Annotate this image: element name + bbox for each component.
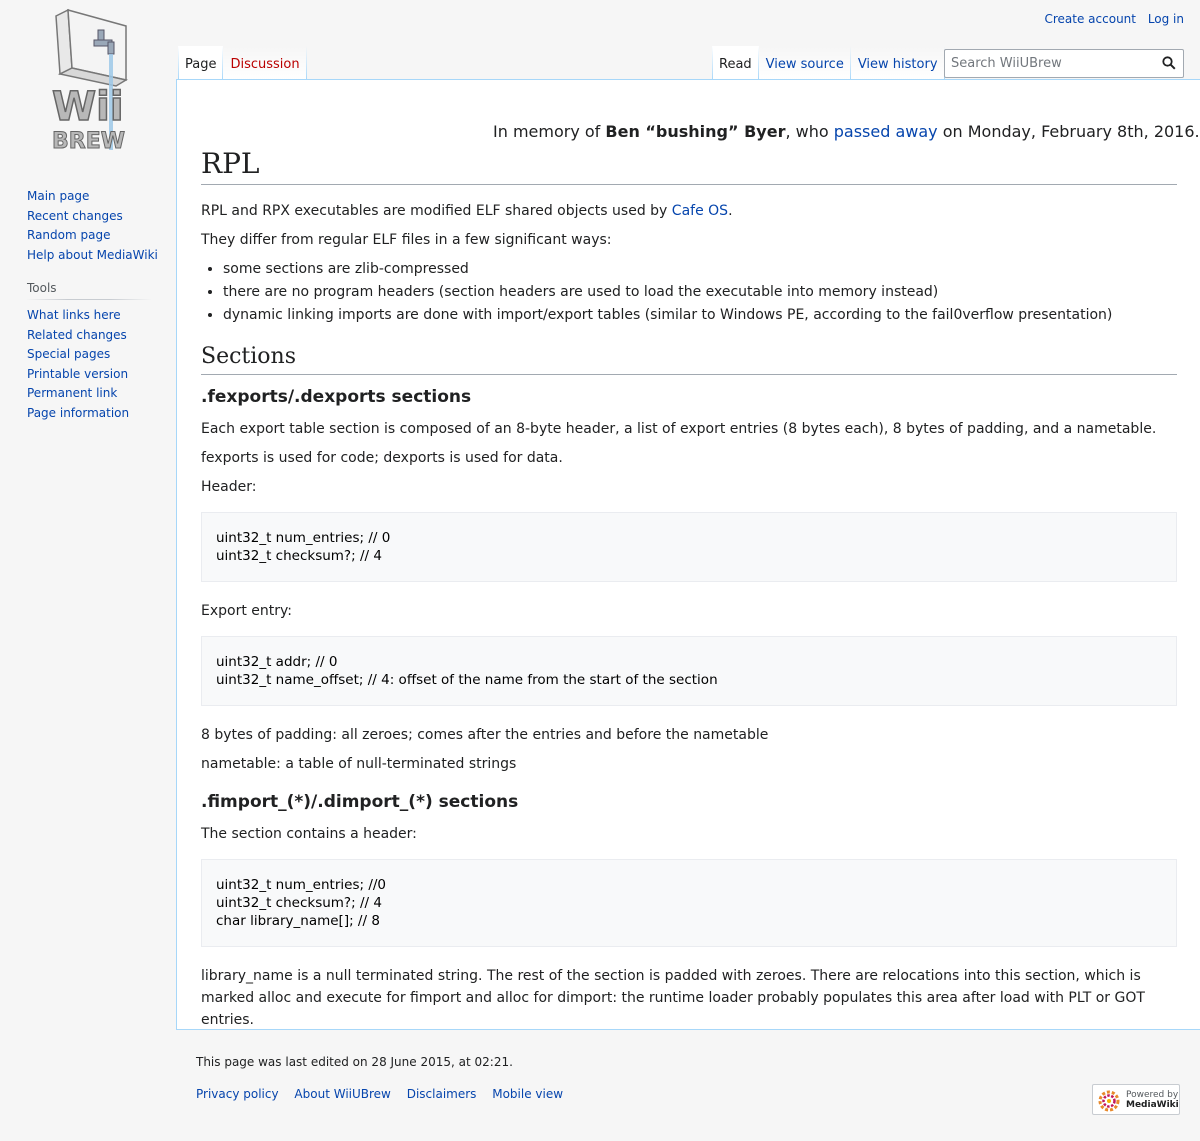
search-icon[interactable] (1162, 56, 1176, 74)
site-logo[interactable] (42, 8, 134, 156)
mobile-view-link[interactable]: Mobile view (492, 1087, 564, 1101)
tab-view-source-label: View source (765, 57, 844, 72)
search-placeholder: Search WiiUBrew (951, 56, 1062, 71)
tools-heading: Tools (27, 281, 151, 300)
powered-by-mediawiki-badge[interactable] (1092, 1084, 1180, 1115)
sidebar-navigation (27, 187, 158, 265)
export-entry-label: Export entry: (201, 603, 292, 619)
view-tabs (712, 46, 945, 80)
mediawiki-text: MediaWiki (1126, 1100, 1179, 1110)
sidebar (27, 187, 158, 423)
privacy-policy-link[interactable]: Privacy policy (196, 1087, 279, 1101)
intro-paragraph (201, 200, 1177, 222)
notice-name: Ben “bushing” Byer (605, 122, 786, 141)
header-code-block: uint32_t num_entries; // 0 uint32_t checksum?; // 4 (201, 512, 1177, 582)
sections-heading: Sections (201, 342, 1177, 375)
svg-text:BREW: BREW (52, 129, 126, 154)
article-body (201, 200, 1177, 1038)
sidebar-item-help[interactable]: Help about MediaWiki (27, 247, 158, 262)
tab-page-label: Page (185, 57, 217, 72)
page-title: RPL (201, 146, 1177, 185)
main-content (176, 79, 1200, 1030)
imports-heading: .fimport_(*)/.dimport_(*) sections (201, 792, 519, 812)
sidebar-item-page-information[interactable]: Page information (27, 405, 130, 420)
intro-suffix: . (728, 203, 733, 219)
sidebar-item-permanent-link[interactable]: Permanent link (27, 386, 118, 400)
tab-discussion[interactable] (223, 46, 306, 80)
tab-read-label: Read (719, 57, 752, 72)
powered-by-text: Powered by (1126, 1090, 1179, 1100)
sidebar-item-main-page[interactable]: Main page (27, 189, 90, 203)
differ-paragraph: They differ from regular ELF files in a few significant ways: (201, 232, 612, 248)
sidebar-item-what-links-here[interactable]: What links here (27, 308, 121, 322)
footer-links (196, 1087, 575, 1101)
mediawiki-flower-icon (1098, 1090, 1120, 1115)
sidebar-item-printable-version[interactable]: Printable version (27, 366, 129, 381)
imports-code-block: uint32_t num_entries; //0 uint32_t checksum?; // 4 char library_name[]; // 8 (201, 859, 1177, 947)
list-item: • dynamic linking imports are done with import/export tables (similar to Windows PE, according to the fail0verflow presentation) (223, 304, 1177, 327)
export-entry-code-block: uint32_t addr; // 0 uint32_t name_offset; // 4: offset of the name from the start of the section (201, 636, 1177, 706)
tab-discussion-label: Discussion (230, 57, 300, 72)
tab-view-history[interactable] (851, 46, 945, 80)
tab-page[interactable] (178, 46, 223, 80)
search-input[interactable] (944, 49, 1184, 78)
cafe-os-link[interactable]: Cafe OS (671, 203, 729, 219)
last-modified: This page was last edited on 28 June 2015, at 02:21. (196, 1055, 513, 1069)
sidebar-item-special-pages[interactable]: Special pages (27, 347, 111, 361)
footer (196, 1055, 575, 1101)
personal-tools (1036, 12, 1184, 26)
sidebar-item-related-changes[interactable]: Related changes (27, 327, 127, 342)
list-item: • some sections are zlib-compressed (223, 258, 1177, 281)
exports-paragraph-1: Each export table section is composed of an 8-byte header, a list of export entries (8 bytes each), 8 bytes of padding, and a nametable. (201, 421, 1157, 437)
imports-paragraph-1: The section contains a header: (201, 826, 417, 842)
imports-paragraph-2: library_name is a null terminated string. The rest of the section is padded with zeroes. There are relocations into this section, which is marked alloc and execute for fimport and alloc for dimport: the runtime loader probably populates this area after load with PLT or GOT entries. (201, 968, 1145, 1028)
header-label: Header: (201, 479, 257, 495)
tab-read[interactable] (712, 46, 759, 80)
sidebar-item-recent-changes[interactable]: Recent changes (27, 208, 123, 223)
wii-console-logo-icon (42, 8, 134, 156)
sidebar-tools (27, 306, 151, 423)
sidebar-item-random-page[interactable]: Random page (27, 228, 111, 242)
create-account-link[interactable]: Create account (1044, 12, 1136, 26)
namespace-tabs (178, 46, 307, 80)
notice-suffix: on Monday, February 8th, 2016. (937, 122, 1200, 141)
notice-prefix: In memory of (493, 122, 606, 141)
notice-mid: , who (785, 122, 834, 141)
nametable-paragraph: nametable: a table of null-terminated strings (201, 756, 517, 772)
exports-paragraph-2: fexports is used for code; dexports is used for data. (201, 450, 563, 466)
intro-text: RPL and RPX executables are modified ELF shared objects used by (201, 203, 672, 219)
tab-view-source[interactable] (759, 46, 851, 80)
differences-list (201, 258, 1177, 327)
list-item: • there are no program headers (section headers are used to load the executable into memory instead) (223, 281, 1177, 304)
notice-passed-away-link[interactable]: passed away (833, 122, 938, 141)
about-link[interactable]: About WiiUBrew (294, 1087, 391, 1101)
log-in-link[interactable]: Log in (1147, 12, 1184, 26)
disclaimers-link[interactable]: Disclaimers (406, 1087, 477, 1101)
tab-view-history-label: View history (857, 57, 938, 72)
svg-text:Wii: Wii (52, 84, 124, 130)
exports-heading: .fexports/.dexports sections (201, 387, 472, 407)
site-notice (493, 122, 1200, 141)
padding-paragraph: 8 bytes of padding: all zeroes; comes after the entries and before the nametable (201, 727, 769, 743)
